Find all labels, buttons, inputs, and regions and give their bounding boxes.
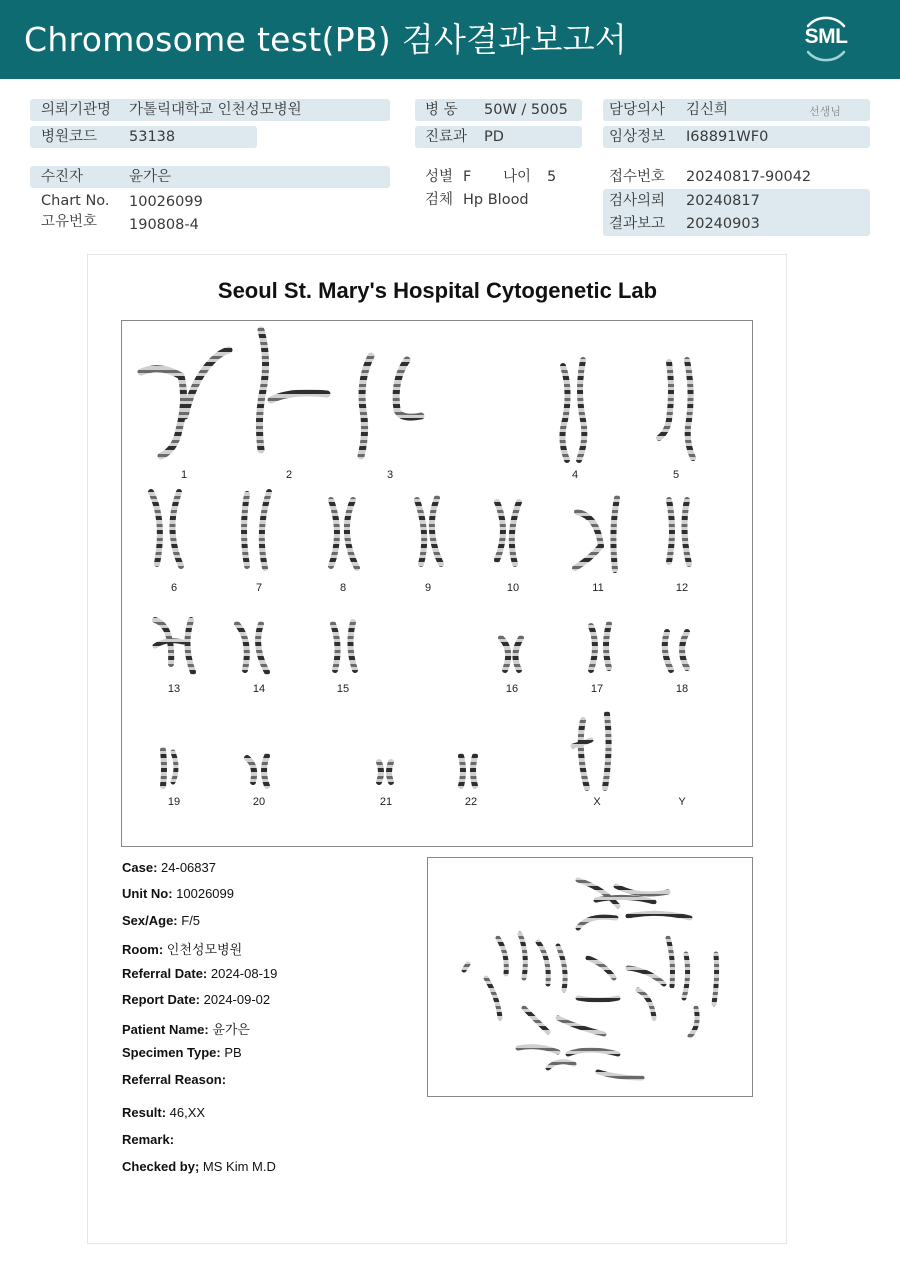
chromosome-label-16: 16 — [505, 683, 519, 695]
receipt-label: 접수번호 — [609, 169, 666, 185]
report-field-value: F/5 — [177, 913, 201, 928]
chromosome-shape — [682, 632, 687, 668]
report-field — [122, 992, 270, 1007]
chromosome-shape — [185, 350, 229, 416]
chromosome-shape — [244, 494, 247, 566]
lab-title: Seoul St. Mary's Hospital Cytogenetic Lab — [217, 278, 658, 303]
chromosome-shape — [262, 492, 269, 568]
dept-value: PD — [484, 129, 504, 145]
hospital-code-value: 53138 — [129, 129, 176, 145]
age-label: 나이 — [503, 169, 532, 185]
report-field-value: MS Kim M.D — [199, 1159, 276, 1174]
metaphase-spread — [428, 858, 752, 1096]
report-field — [122, 886, 234, 901]
chromosome-shape — [606, 624, 609, 668]
chromosome-shape — [163, 750, 164, 786]
patient-label: 수진자 — [41, 169, 84, 185]
report-title: Chromosome test(PB) 검사결과보고서 — [24, 20, 628, 59]
report-field-value: 24-06837 — [157, 860, 216, 875]
chromosome-label-13: 13 — [167, 683, 181, 695]
chromosome-shape — [259, 330, 265, 450]
chromosome-shape — [331, 500, 337, 566]
chromosome-label-15: 15 — [336, 683, 350, 695]
report-field-label: Unit No: — [122, 886, 173, 901]
sex-label: 성별 — [425, 169, 454, 185]
chromosome-shape — [271, 393, 327, 400]
report-field — [122, 939, 242, 958]
chromosome-shape — [187, 620, 193, 672]
logo-text: SML — [804, 25, 848, 48]
report-field-label: Patient Name: — [122, 1022, 209, 1037]
report-field — [122, 1019, 250, 1038]
patient-row — [30, 166, 390, 188]
institution-value: 가톨릭대학교 인천성모병원 — [129, 102, 302, 118]
chromosome-shape — [613, 498, 617, 570]
chromosome-label-12: 12 — [675, 582, 689, 594]
ward-label: 병 동 — [425, 102, 458, 118]
chromosome-label-21: 21 — [379, 796, 393, 808]
report-field — [122, 1105, 205, 1120]
doctor-label: 담당의사 — [609, 102, 666, 118]
chromosome-shape — [389, 762, 391, 782]
chromosome-label-20: 20 — [252, 796, 266, 808]
report-field — [122, 913, 200, 928]
chromosome-label-3: 3 — [386, 469, 394, 481]
age-value: 5 — [547, 169, 557, 185]
patient-value: 윤가은 — [129, 169, 172, 185]
report-field-value: 2024-08-19 — [207, 966, 278, 981]
sml-logo — [798, 12, 854, 66]
chromosome-label-19: 19 — [167, 796, 181, 808]
report-field-label: Report Date: — [122, 992, 201, 1007]
chromosome-shape — [501, 638, 508, 670]
chromosome-shape — [659, 362, 671, 438]
chromosome-label-7: 7 — [255, 582, 263, 594]
report-field-label: Referral Reason: — [122, 1072, 227, 1087]
chart-value: 10026099 — [129, 194, 203, 210]
report-field — [122, 1072, 226, 1087]
report-field — [122, 1132, 174, 1147]
chromosome-label-Y: Y — [678, 796, 686, 808]
chromosome-label-9: 9 — [424, 582, 432, 594]
specimen-value: Hp Blood — [463, 192, 529, 208]
chromosome-shape — [461, 756, 463, 786]
receipt-value: 20240817-90042 — [686, 169, 812, 185]
chromosome-shape — [581, 720, 587, 788]
chromosome-shape — [605, 714, 609, 788]
report-field — [122, 1159, 276, 1174]
report-field-value: PB — [220, 1045, 242, 1060]
chromosome-shape — [247, 758, 254, 782]
chromosome-shape — [173, 752, 176, 782]
report-field-label: Checked by; — [122, 1159, 200, 1174]
report-field-label: Case: — [122, 860, 158, 875]
report-field-value: 윤가은 — [208, 1022, 250, 1037]
chromosome-shape — [379, 762, 381, 782]
chromosome-shape — [237, 624, 247, 670]
unique-label: 고유번호 — [41, 214, 98, 230]
chromosome-label-X: X — [593, 796, 601, 808]
chromosome-shape — [151, 492, 160, 564]
chromosome-label-2: 2 — [285, 469, 293, 481]
chromosome-shape — [669, 500, 672, 562]
report-field-label: Room: — [122, 942, 164, 957]
report-field-value: 인천성모병원 — [163, 942, 243, 957]
chromosome-shape — [347, 500, 357, 568]
chromosome-shape — [573, 740, 591, 746]
chromosome-label-18: 18 — [675, 683, 689, 695]
chromosome-label-22: 22 — [464, 796, 478, 808]
report-field-value: 2024-09-02 — [200, 992, 271, 1007]
chromosome-label-17: 17 — [590, 683, 604, 695]
report-field-label: Referral Date: — [122, 966, 208, 981]
chromosome-shape — [575, 512, 601, 568]
chromosome-label-8: 8 — [339, 582, 347, 594]
request-value: 20240817 — [686, 193, 760, 209]
chromosome-shape — [141, 369, 184, 456]
chromosome-shape — [515, 638, 521, 670]
doctor-value: 김신희 — [686, 102, 729, 118]
report-field-value: 46,XX — [166, 1105, 206, 1120]
hospital-code-label: 병원코드 — [41, 129, 98, 145]
chromosome-shape — [665, 632, 671, 670]
chromosome-shape — [264, 756, 267, 786]
unique-value: 190808-4 — [129, 217, 199, 233]
chromosome-shape — [396, 360, 421, 417]
institution-label: 의뢰기관명 — [41, 102, 112, 118]
chromosome-shape — [591, 626, 595, 670]
report-field-label: Sex/Age: — [122, 913, 178, 928]
metaphase-spread-image — [427, 857, 753, 1097]
chromosome-label-6: 6 — [170, 582, 178, 594]
chromosome-label-14: 14 — [252, 683, 266, 695]
chromosome-shape — [432, 498, 441, 564]
dept-label: 진료과 — [425, 129, 468, 145]
clinical-label: 임상정보 — [609, 129, 666, 145]
chromosome-shape — [687, 360, 693, 458]
chart-label: Chart No. — [41, 193, 110, 209]
chromosome-label-1: 1 — [180, 469, 188, 481]
report-field — [122, 966, 277, 981]
chromosome-shape — [258, 624, 267, 672]
report-field-value: 10026099 — [172, 886, 234, 901]
chromosome-shape — [512, 502, 519, 564]
request-label: 검사의뢰 — [609, 193, 666, 209]
chromosome-shape — [473, 756, 475, 786]
report-field-label: Remark: — [122, 1132, 175, 1147]
chromosome-shape — [333, 624, 338, 670]
ward-value: 50W / 5005 — [484, 102, 568, 118]
report-field — [122, 860, 216, 875]
chromosome-label-10: 10 — [506, 582, 520, 594]
sex-value: F — [463, 169, 472, 185]
report-label: 결과보고 — [609, 216, 666, 232]
chromosome-label-5: 5 — [672, 469, 680, 481]
chromosome-shape — [497, 502, 503, 560]
chromosome-shape — [579, 360, 584, 460]
report-field — [122, 1045, 242, 1060]
chromosome-shape — [350, 622, 355, 670]
chromosome-label-4: 4 — [571, 469, 579, 481]
clinical-value: I68891WF0 — [686, 129, 769, 145]
specimen-label: 검체 — [425, 192, 454, 208]
chromosome-shape — [417, 500, 424, 564]
doctor-suffix: 선생님 — [809, 105, 841, 118]
chromosome-label-11: 11 — [592, 582, 604, 594]
report-field-label: Specimen Type: — [122, 1045, 221, 1060]
chromosome-shape — [562, 366, 567, 460]
report-field-label: Result: — [122, 1105, 167, 1120]
chromosome-shape — [172, 492, 181, 566]
chromosome-shape — [684, 500, 689, 564]
report-header — [0, 0, 900, 79]
chromosome-shape — [361, 356, 371, 456]
report-value: 20240903 — [686, 216, 760, 232]
